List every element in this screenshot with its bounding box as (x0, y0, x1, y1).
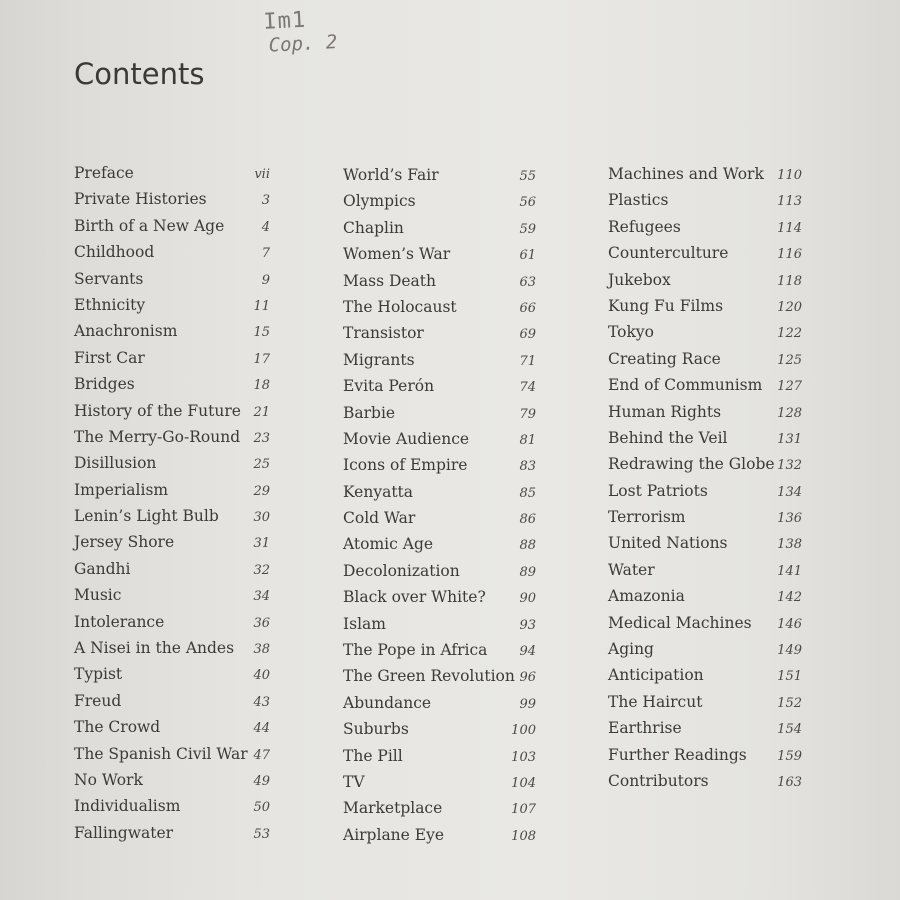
toc-entry-page: 127 (777, 379, 802, 395)
toc-entry-title: The Pill (343, 746, 403, 765)
toc-entry-page: 151 (777, 669, 802, 685)
toc-entry-page: 34 (253, 589, 270, 605)
toc-entry-page: 29 (253, 483, 270, 499)
toc-entry (343, 667, 536, 693)
toc-entry-page: 55 (519, 169, 536, 184)
toc-entry (74, 613, 270, 639)
toc-entry-title: The Green Revolution (343, 667, 515, 686)
toc-entry-title: Islam (343, 614, 386, 633)
toc-entry (608, 640, 802, 666)
toc-entry-title: Chaplin (343, 218, 404, 237)
toc-entry-page: 25 (253, 457, 270, 473)
toc-entry-page: 50 (253, 800, 270, 816)
toc-entry-title: Water (608, 560, 655, 579)
toc-entry-title: A Nisei in the Andes (74, 639, 235, 658)
toc-entry (608, 271, 802, 297)
toc-entry-title: Human Rights (608, 402, 722, 421)
toc-entry-page: 30 (253, 510, 270, 526)
toc-entry (343, 826, 536, 852)
toc-entry-page: 96 (519, 670, 536, 686)
toc-entry-page: 81 (519, 432, 536, 448)
toc-entry-page: 108 (511, 828, 536, 844)
toc-entry-page: 134 (777, 484, 802, 500)
toc-entry-title: Cold War (343, 509, 416, 528)
toc-entry (74, 665, 270, 691)
toc-entry (343, 720, 536, 746)
toc-entry-title: Typist (74, 665, 123, 684)
toc-entry (74, 375, 270, 401)
toc-entry (608, 376, 802, 402)
toc-entry-page: 89 (519, 564, 536, 580)
toc-entry-title: Anticipation (608, 666, 704, 685)
toc-entry (74, 349, 270, 375)
contents-column-2 (343, 166, 536, 852)
toc-entry-page: 122 (777, 326, 802, 342)
toc-entry-title: Abundance (343, 693, 432, 712)
toc-entry-page: 18 (253, 378, 270, 394)
toc-entry (608, 561, 802, 587)
toc-entry-title: Black over White? (343, 588, 486, 607)
toc-entry-title: Atomic Age (343, 535, 434, 554)
toc-entry (343, 298, 536, 324)
toc-entry (343, 509, 536, 535)
toc-entry-title: Women’s War (343, 245, 451, 264)
toc-entry-title: United Nations (608, 534, 728, 553)
toc-entry-page: 17 (253, 351, 270, 367)
toc-entry-title: Creating Race (608, 349, 721, 368)
toc-entry-page: 31 (253, 536, 270, 552)
toc-entry-title: World’s Fair (343, 166, 439, 184)
toc-entry-page: 131 (777, 431, 802, 447)
toc-entry (343, 694, 536, 720)
contents-column-3 (608, 165, 802, 798)
toc-entry (74, 322, 270, 348)
toc-entry (608, 455, 802, 481)
toc-entry (343, 351, 536, 377)
toc-entry (343, 483, 536, 509)
toc-entry-title: Aging (608, 640, 654, 659)
toc-entry-page: 107 (511, 802, 536, 818)
toc-entry (74, 402, 270, 428)
toc-entry (343, 245, 536, 271)
toc-entry (74, 824, 270, 850)
toc-entry-title: Refugees (608, 217, 681, 236)
handwritten-note-line2: Cop. 2 (268, 31, 338, 57)
toc-entry-title: Migrants (343, 350, 415, 369)
toc-entry-page: 53 (253, 826, 270, 842)
toc-entry-title: Redrawing the Globe (608, 455, 775, 474)
toc-entry-page: 59 (519, 221, 536, 237)
toc-entry (74, 745, 270, 771)
toc-entry-page: 141 (777, 563, 802, 579)
toc-entry-title: The Spanish Civil War (74, 744, 248, 763)
toc-entry-page: 71 (519, 353, 536, 369)
toc-entry (343, 404, 536, 430)
toc-entry-page: 128 (777, 405, 802, 421)
toc-entry (343, 747, 536, 773)
toc-entry-title: Olympics (343, 192, 416, 211)
toc-entry-page: 120 (777, 299, 802, 315)
toc-entry-page: 110 (777, 168, 802, 183)
toc-entry (608, 350, 802, 376)
toc-entry (74, 217, 270, 243)
toc-entry-page: 47 (253, 747, 270, 763)
toc-entry-title: Evita Perón (343, 377, 435, 396)
toc-entry (74, 164, 270, 190)
toc-entry-title: Freud (74, 691, 122, 710)
toc-entry-title: The Holocaust (343, 297, 457, 316)
toc-entry-page: 118 (777, 273, 802, 289)
toc-entry (74, 718, 270, 744)
toc-entry (343, 456, 536, 482)
toc-entry (74, 428, 270, 454)
toc-entry-page: 114 (777, 220, 802, 236)
toc-entry-title: History of the Future (74, 401, 241, 420)
toc-entry-title: TV (343, 772, 365, 791)
toc-entry (608, 666, 802, 692)
toc-entry-title: Behind the Veil (608, 428, 728, 447)
toc-entry (608, 534, 802, 560)
toc-entry-page: 4 (261, 219, 270, 235)
toc-entry-title: Individualism (74, 797, 181, 816)
toc-entry-title: Airplane Eye (343, 825, 445, 844)
toc-entry-page: 32 (253, 562, 270, 578)
toc-entry-title: Amazonia (608, 587, 685, 606)
toc-entry (343, 641, 536, 667)
page-title: Contents (74, 57, 205, 91)
toc-entry-title: Plastics (608, 191, 669, 210)
toc-entry-page: 40 (253, 668, 270, 684)
toc-entry-title: The Pope in Africa (343, 641, 488, 660)
toc-entry-page: 88 (519, 538, 536, 554)
toc-entry (74, 639, 270, 665)
toc-entry-page: 36 (253, 615, 270, 631)
toc-entry (608, 297, 802, 323)
toc-entry-page: 85 (519, 485, 536, 501)
toc-entry (608, 323, 802, 349)
toc-entry-title: The Haircut (608, 692, 703, 711)
toc-entry-page: 56 (519, 195, 536, 211)
toc-entry (608, 719, 802, 745)
toc-entry-page: 90 (519, 591, 536, 607)
toc-entry (608, 772, 802, 798)
toc-entry-title: Childhood (74, 243, 155, 262)
toc-entry (608, 244, 802, 270)
toc-entry-page: 38 (253, 642, 270, 658)
toc-entry (343, 324, 536, 350)
toc-entry (608, 403, 802, 429)
toc-entry-title: Mass Death (343, 271, 436, 290)
toc-entry (608, 614, 802, 640)
toc-entry-page: 138 (777, 537, 802, 553)
toc-entry-title: Earthrise (608, 719, 682, 738)
toc-entry (343, 588, 536, 614)
toc-entry-page: 93 (519, 617, 536, 633)
toc-entry-title: Transistor (343, 324, 424, 343)
toc-entry (343, 773, 536, 799)
toc-entry (74, 454, 270, 480)
toc-entry-page: 163 (777, 774, 802, 790)
toc-entry (74, 560, 270, 586)
toc-entry (608, 693, 802, 719)
toc-entry-page: vii (254, 167, 270, 182)
toc-entry-title: Bridges (74, 375, 135, 394)
toc-entry (343, 615, 536, 641)
toc-entry (343, 799, 536, 825)
toc-entry-page: 86 (519, 512, 536, 528)
toc-entry-title: Disillusion (74, 454, 157, 473)
toc-entry (74, 507, 270, 533)
toc-entry-title: Lost Patriots (608, 481, 708, 500)
toc-entry-title: Ethnicity (74, 295, 146, 314)
toc-entry-page: 15 (253, 325, 270, 341)
toc-entry-page: 61 (519, 248, 536, 264)
toc-entry (608, 218, 802, 244)
toc-entry-title: Anachronism (74, 322, 178, 341)
toc-entry-page: 43 (253, 694, 270, 710)
toc-entry (74, 586, 270, 612)
toc-entry-title: Fallingwater (74, 823, 174, 842)
toc-entry-page: 113 (777, 194, 802, 210)
toc-entry (608, 165, 802, 191)
toc-entry-page: 146 (777, 616, 802, 632)
toc-entry (343, 535, 536, 561)
toc-entry-title: Jersey Shore (74, 533, 175, 552)
toc-entry-title: Jukebox (608, 270, 671, 289)
contents-column-1 (74, 164, 270, 850)
toc-entry-title: Kung Fu Films (608, 296, 724, 315)
toc-entry-title: Preface (74, 164, 134, 182)
toc-entry (608, 587, 802, 613)
handwritten-note-line1: Im1 (262, 7, 307, 35)
toc-entry-title: Terrorism (608, 508, 686, 527)
toc-entry-title: Music (74, 586, 122, 605)
toc-entry (74, 296, 270, 322)
toc-entry (608, 746, 802, 772)
toc-entry-page: 103 (511, 749, 536, 765)
toc-entry-title: Marketplace (343, 799, 443, 818)
toc-entry (343, 166, 536, 192)
toc-entry-page: 159 (777, 748, 802, 764)
toc-entry (608, 508, 802, 534)
toc-entry-page: 136 (777, 511, 802, 527)
toc-entry-page: 154 (777, 722, 802, 738)
toc-entry-title: Decolonization (343, 561, 460, 580)
toc-entry-page: 63 (519, 274, 536, 290)
toc-entry-title: Medical Machines (608, 613, 752, 632)
toc-entry (608, 429, 802, 455)
toc-entry (74, 797, 270, 823)
toc-entry-title: Barbie (343, 403, 396, 422)
toc-entry-page: 49 (253, 773, 270, 789)
toc-entry-page: 116 (777, 247, 802, 263)
toc-entry-title: First Car (74, 348, 145, 367)
toc-entry-page: 132 (777, 458, 802, 474)
toc-entry-title: Birth of a New Age (74, 216, 225, 235)
toc-entry-title: Counterculture (608, 244, 729, 263)
toc-entry-title: Imperialism (74, 480, 169, 499)
toc-entry-page: 21 (253, 404, 270, 420)
toc-entry-page: 69 (519, 327, 536, 343)
toc-entry-title: Contributors (608, 771, 709, 790)
toc-entry (74, 243, 270, 269)
toc-entry-title: Intolerance (74, 612, 165, 631)
toc-entry (608, 191, 802, 217)
toc-entry-page: 104 (511, 775, 536, 791)
toc-entry-title: Movie Audience (343, 429, 470, 448)
toc-entry-page: 142 (777, 590, 802, 606)
toc-entry-title: Lenin’s Light Bulb (74, 507, 219, 526)
toc-entry-title: Icons of Empire (343, 456, 468, 475)
toc-entry (74, 190, 270, 216)
toc-entry-title: The Merry-Go-Round (74, 427, 241, 446)
toc-entry (343, 219, 536, 245)
toc-entry-page: 11 (253, 298, 270, 314)
toc-entry-page: 83 (519, 459, 536, 475)
toc-entry-page: 66 (519, 300, 536, 316)
toc-entry-title: Gandhi (74, 559, 131, 578)
toc-entry (74, 771, 270, 797)
toc-entry-page: 100 (511, 723, 536, 739)
toc-entry-page: 9 (261, 272, 270, 288)
toc-entry (343, 272, 536, 298)
toc-entry-page: 79 (519, 406, 536, 422)
toc-entry-page: 23 (253, 430, 270, 446)
toc-entry-page: 74 (519, 380, 536, 396)
toc-entry (343, 192, 536, 218)
handwritten-note (263, 6, 338, 57)
toc-entry (343, 377, 536, 403)
toc-entry (74, 692, 270, 718)
toc-entry-page: 152 (777, 695, 802, 711)
toc-entry-title: Servants (74, 269, 144, 288)
toc-entry-title: Further Readings (608, 745, 747, 764)
toc-entry-title: End of Communism (608, 376, 763, 395)
toc-entry (74, 481, 270, 507)
toc-entry-page: 125 (777, 352, 802, 368)
toc-entry (608, 482, 802, 508)
toc-entry-title: Kenyatta (343, 482, 414, 501)
toc-entry (74, 533, 270, 559)
toc-entry-page: 44 (253, 721, 270, 737)
toc-entry (343, 430, 536, 456)
toc-entry-title: The Crowd (74, 718, 161, 737)
toc-entry-title: Suburbs (343, 720, 409, 739)
toc-entry (74, 270, 270, 296)
toc-entry-page: 3 (261, 193, 270, 209)
toc-entry-title: Tokyo (608, 323, 654, 342)
toc-entry-page: 149 (777, 643, 802, 659)
toc-entry-page: 94 (519, 644, 536, 660)
toc-entry-title: No Work (74, 770, 143, 789)
toc-entry (343, 562, 536, 588)
toc-entry-title: Private Histories (74, 190, 207, 209)
toc-entry-title: Machines and Work (608, 165, 764, 183)
toc-entry-page: 7 (261, 246, 270, 262)
toc-entry-page: 99 (519, 696, 536, 712)
